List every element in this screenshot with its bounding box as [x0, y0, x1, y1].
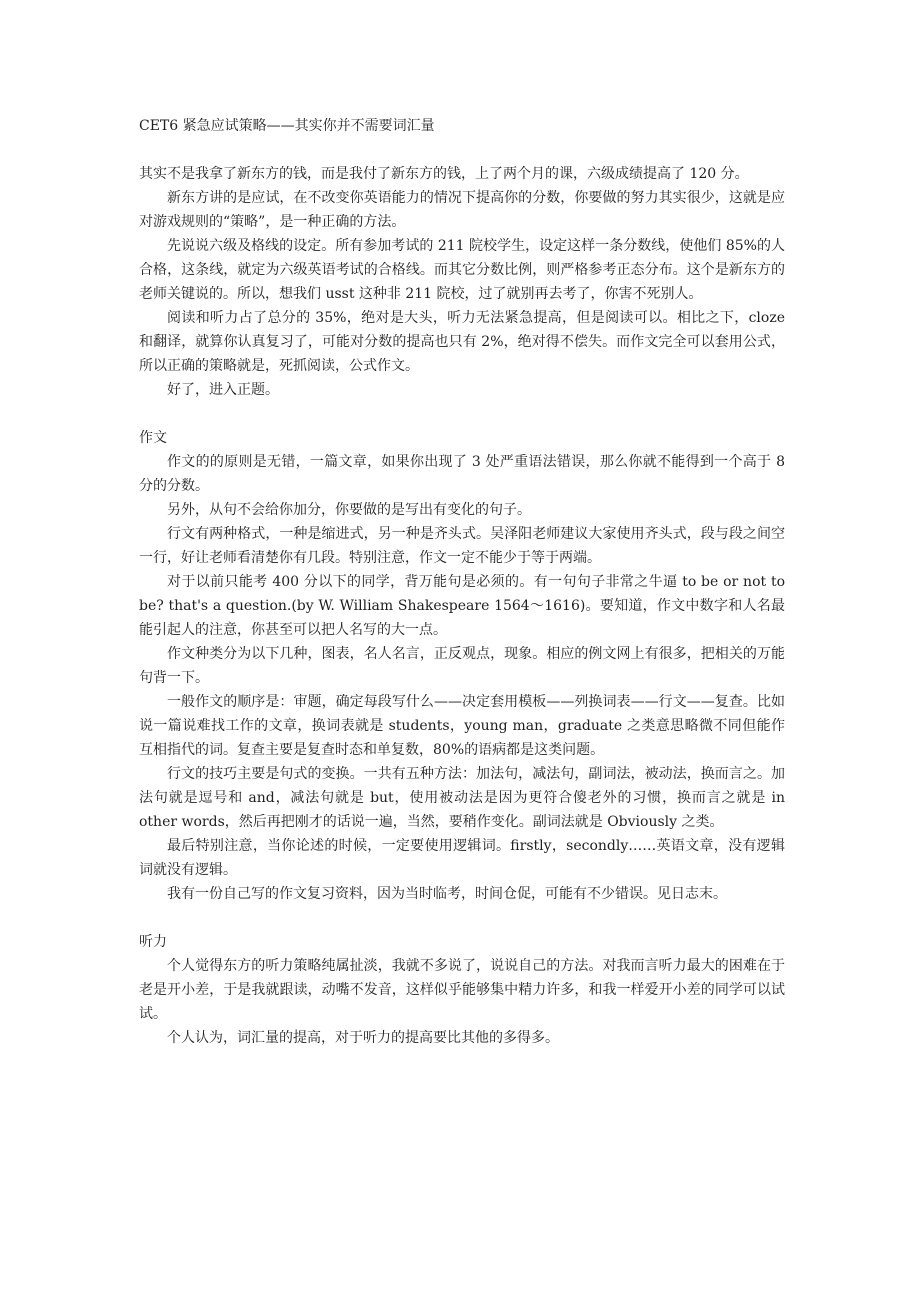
writing-paragraph-4: 对于以前只能考 400 分以下的同学，背万能句是必须的。有一句句子非常之牛逼 to be or not to be? that's a question.(by W. William Shakespeare 1564～1616)。要知道，作文中数字和人名最能引起人的注意，你甚至可以把人名写的大一点。 [139, 574, 785, 638]
document-title: CET6 紧急应试策略——其实你并不需要词汇量 [139, 118, 435, 134]
intro-paragraph-2: 新东方讲的是应试，在不改变你英语能力的情况下提高你的分数，你要做的努力其实很少，这就是应对游戏规则的“策略”，是一种正确的方法。 [139, 190, 785, 230]
intro-paragraph-4: 阅读和听力占了总分的 35%，绝对是大头，听力无法紧急提高，但是阅读可以。相比之下，cloze 和翻译，就算你认真复习了，可能对分数的提高也只有 2%，绝对得不偿失。而作文完全可以套用公式，所以正确的策略就是，死抓阅读，公式作文。 [139, 310, 785, 374]
writing-heading: 作文 [139, 430, 167, 446]
writing-paragraph-8: 最后特别注意，当你论述的时候，一定要使用逻辑词。firstly，secondly……英语文章，没有逻辑词就没有逻辑。 [139, 838, 785, 878]
intro-section [139, 162, 785, 402]
listening-paragraph-1: 个人觉得东方的听力策略纯属扯淡，我就不多说了，说说自己的方法。对我而言听力最大的困难在于老是开小差，于是我就跟读，动嘴不发音，这样似乎能够集中精力许多，和我一样爱开小差的同学可以试试。 [139, 958, 785, 1022]
writing-paragraph-7: 行文的技巧主要是句式的变换。一共有五种方法：加法句，减法句，副词法，被动法，换而言之。加法句就是逗号和 and，减法句就是 but，使用被动法是因为更符合傻老外的习惯，换而言之就是 in other words，然后再把刚才的话说一遍，当然，要稍作变化。副词法就是 Obviously 之类。 [139, 766, 785, 830]
listening-heading: 听力 [139, 934, 167, 950]
intro-paragraph-3: 先说说六级及格线的设定。所有参加考试的 211 院校学生，设定这样一条分数线，使他们 85%的人合格，这条线，就定为六级英语考试的合格线。而其它分数比例，则严格参考正态分布。这个是新东方的老师关键说的。所以，想我们 usst 这种非 211 院校，过了就别再去考了，你害不死别人。 [139, 238, 785, 302]
listening-section [139, 930, 785, 1050]
intro-paragraph-5: 好了，进入正题。 [167, 382, 279, 398]
writing-paragraph-6: 一般作文的顺序是：审题，确定每段写什么——决定套用模板——列换词表——行文——复查。比如说一篇说难找工作的文章，换词表就是 students，young man，graduate 之类意思略微不同但能作互相指代的词。复查主要是复查时态和单复数，80%的语病都是这类问题。 [139, 694, 785, 758]
writing-paragraph-9: 我有一份自己写的作文复习资料，因为当时临考，时间仓促，可能有不少错误。见日志末。 [167, 886, 727, 902]
writing-paragraph-2: 另外，从句不会给你加分，你要做的是写出有变化的句子。 [167, 502, 531, 518]
listening-paragraph-2: 个人认为，词汇量的提高，对于听力的提高要比其他的多得多。 [167, 1030, 559, 1046]
writing-paragraph-1: 作文的的原则是无错，一篇文章，如果你出现了 3 处严重语法错误，那么你就不能得到一个高于 8 分的分数。 [139, 454, 785, 494]
writing-paragraph-5: 作文种类分为以下几种，图表，名人名言，正反观点，现象。相应的例文网上有很多，把相关的万能句背一下。 [139, 646, 785, 686]
writing-section [139, 426, 785, 906]
writing-paragraph-3: 行文有两种格式，一种是缩进式，另一种是齐头式。吴泽阳老师建议大家使用齐头式，段与段之间空一行，好让老师看清楚你有几段。特别注意，作文一定不能少于等于两端。 [139, 526, 785, 566]
document-page [139, 114, 785, 1050]
intro-paragraph-1: 其实不是我拿了新东方的钱，而是我付了新东方的钱，上了两个月的课，六级成绩提高了 120 分。 [139, 166, 749, 182]
